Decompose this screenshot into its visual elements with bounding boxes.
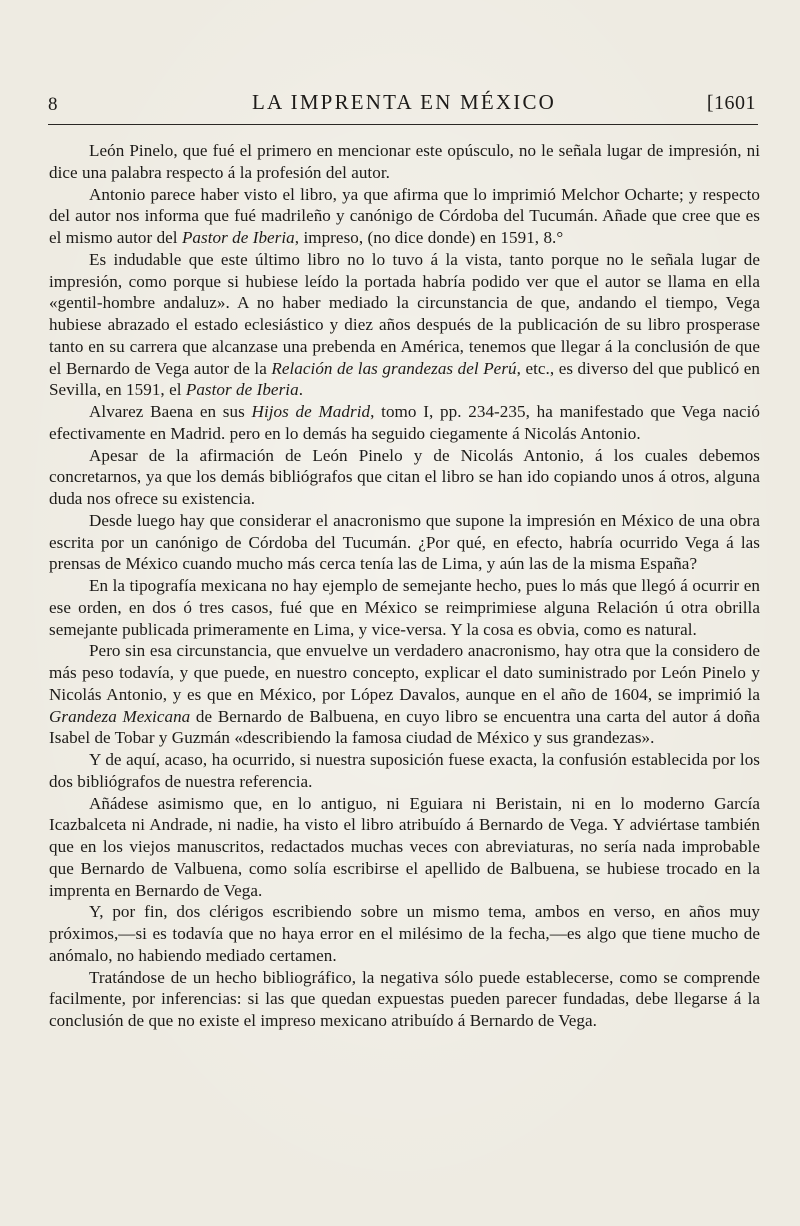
paragraph: Alvarez Baena en sus Hijos de Madrid, tomo I, pp. 234-235, ha manifestado que Vega nació efectivamente en Madrid. pero en lo demás ha seguido ciegamente á Nicolás Antonio. — [49, 402, 760, 443]
header-rule — [48, 124, 758, 125]
paragraph: Apesar de la afirmación de León Pinelo y de Nicolás Antonio, á los cuales debemos concretarnos, ya que los demás bibliógrafos que citan el libro se han ido copiando unos á otros, alguna duda nos ofrece su existencia. — [49, 445, 760, 508]
page-number: 8 — [48, 94, 58, 115]
paragraph: Desde luego hay que considerar el anacronismo que supone la impresión en México de una obra escrita por un canónigo de Córdoba del Tucumán. ¿Por qué, en efecto, habría ocurrido Vega á las prensas de México cuando mucho más cerca tenía las de Lima, y aún las de la misma España? — [49, 510, 760, 574]
paragraph: Antonio parece haber visto el libro, ya que afirma que lo imprimió Melchor Ocharte; y respecto del autor nos informa que fué madrileño y canónigo de Córdoba del Tucumán. Añade que cree que es el mismo autor del Pastor de Iberia, impreso, (no dice donde) en 1591, 8.° — [49, 184, 760, 247]
paragraph: Tratándose de un hecho bibliográfico, la negativa sólo puede establecerse, como se comprende facilmente, por inferencias: si las que quedan expuestas pueden parecer fundadas, debe llegarse á la conclusión de que no existe el impreso mexicano atribuído á Bernardo de Vega. — [49, 967, 760, 1030]
paragraph: Y, por fin, dos clérigos escribiendo sobre un mismo tema, ambos en verso, en años muy próximos,—si es todavía que no haya error en el milésimo de la fecha,—es algo que tiene mucho de anómalo, no habiendo mediado certamen. — [49, 902, 760, 965]
body-text — [49, 140, 760, 1032]
paragraph: León Pinelo, que fué el primero en mencionar este opúsculo, no le señala lugar de impresión, ni dice una palabra respecto á la profesión del autor. — [49, 141, 760, 182]
paragraph: Añádese asimismo que, en lo antiguo, ni Eguiara ni Beristain, ni en lo moderno García Icazbalceta ni Andrade, ni nadie, ha visto el libro atribuído á Bernardo de Vega. Y adviértase también que en los viejos manuscritos, redactados muchas veces con abreviaturas, no sería nada improbable que Bernardo de Valbuena, como solía escribirse el apellido de Balbuena, se hubiese trocado en la imprenta en Bernardo de Vega. — [49, 793, 760, 900]
running-title: LA IMPRENTA EN MÉXICO — [251, 90, 557, 114]
paragraph: Pero sin esa circunstancia, que envuelve un verdadero anacronismo, hay otra que la considero de más peso todavía, y que puede, en nuestro concepto, explicar el dato suministrado por León Pinelo y Nicolás Antonio, y es que en México, por López Davalos, aunque en el año de 1604, se imprimió la Grandeza Mexicana de Bernardo de Balbuena, en cuyo libro se encuentra una carta del autor á doña Isabel de Tobar y Guzmán «describiendo la famosa ciudad de México y sus grandezas». — [49, 641, 761, 748]
paragraph: En la tipografía mexicana no hay ejemplo de semejante hecho, pues lo más que llegó á ocurrir en ese orden, en dos ó tres casos, fué que en México se reimprimiese alguna Relación ú otra obrilla semejante publicada primeramente en Lima, y vice-versa. Y la cosa es obvia, como es natural. — [49, 576, 760, 639]
year-bracket: [1601 — [706, 92, 756, 114]
page-header — [48, 88, 760, 118]
paragraph: Y de aquí, acaso, ha ocurrido, si nuestra suposición fuese exacta, la confusión establecida por los dos bibliógrafos de nuestra referencia. — [49, 750, 760, 791]
paragraph: Es indudable que este último libro no lo tuvo á la vista, tanto porque no le señala lugar de impresión, como porque si hubiese leído la portada habría podido ver que el autor se llama en ella «gentil-hombre andaluz». A no haber mediado la circunstancia de que, andando el tiempo, Vega hubiese abrazado el estado eclesiástico y diez años después de la publicación de su libro prosperase tanto en su carrera que alcanzase una prebenda en América, tenemos que llegar á la conclusión de que el Bernardo de Vega autor de la Relación de las grandezas del Perú, etc., es diverso del que publicó en Sevilla, en 1591, el Pastor de Iberia. — [49, 249, 760, 400]
